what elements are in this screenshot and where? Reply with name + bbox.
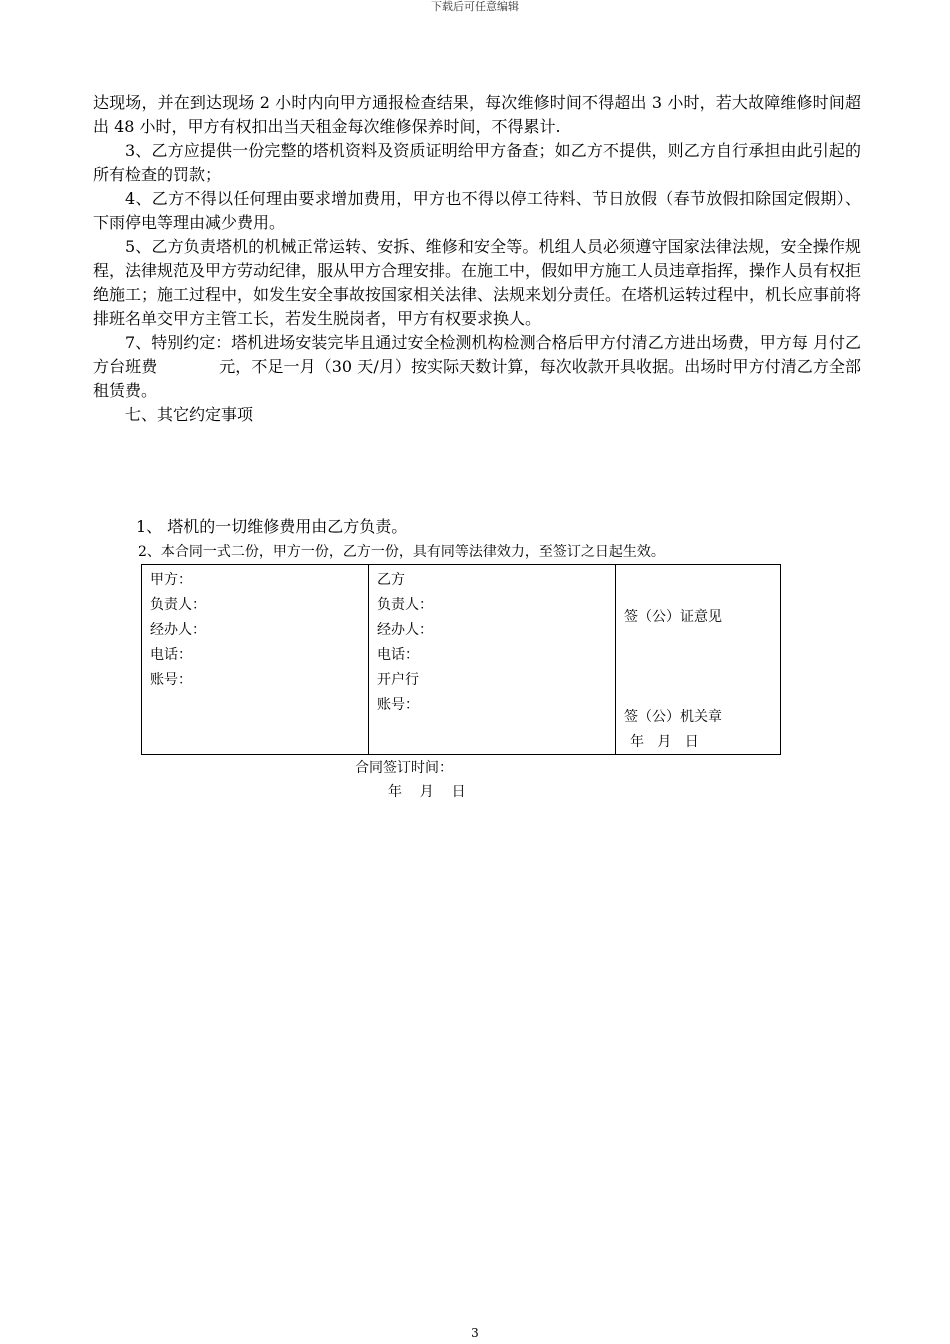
- party-a-responsible: 负责人：: [150, 597, 206, 613]
- party-a-account: 账号：: [150, 672, 192, 688]
- header-note: 下载后可任意编辑: [431, 0, 519, 13]
- party-b-responsible: 负责人：: [377, 597, 433, 613]
- party-a-cell: [142, 565, 369, 755]
- party-a-handler: 经办人：: [150, 622, 206, 638]
- party-b-account: 账号：: [377, 697, 419, 713]
- party-b-handler: 经办人：: [377, 622, 433, 638]
- paragraph-7: 7、特别约定：塔机进场安装完毕且通过安全检测机构检测合格后甲方付清乙方进出场费，甲方每 月付乙方台班费 元，不足一月（30 天/月）按实际天数计算，每次收款开具收据。出场时甲方付清乙方全部租赁费。: [93, 333, 861, 400]
- paragraph-3: 3、乙方应提供一份完整的塔机资料及资质证明给甲方备查；如乙方不提供，则乙方自行承担由此引起的所有检查的罚款；: [93, 141, 861, 184]
- signature-table: [141, 564, 781, 755]
- notary-opinion-label: 签（公）证意见: [624, 609, 722, 625]
- party-b-phone: 电话：: [377, 647, 419, 663]
- party-b-cell: [369, 565, 616, 755]
- paragraph-5: 5、乙方负责塔机的机械正常运转、安拆、维修和安全等。机组人员必须遵守国家法律法规，安全操作规程，法律规范及甲方劳动纪律，服从甲方合理安排。在施工中，假如甲方施工人员违章指挥，操作人员有权拒绝施工；施工过程中，如发生安全事故按国家相关法律、法规来划分责任。在塔机运转过程中，机长应事前将排班名单交甲方主管工长，若发生脱岗者，甲方有权要求换人。: [93, 237, 862, 328]
- party-a-title: 甲方：: [150, 572, 192, 588]
- contract-sign-time-label: 合同签订时间：: [355, 760, 453, 776]
- notary-seal-label: 签（公）机关章: [624, 709, 722, 725]
- term-item-2: 2、本合同一式二份，甲方一份，乙方一份，具有同等法律效力，至签订之日起生效。: [138, 544, 665, 560]
- paragraph-continuation: 达现场，并在到达现场 2 小时内向甲方通报检查结果，每次维修时间不得超出 3 小时，若大故障维修时间超出 48 小时，甲方有权扣出当天租金每次维修保养时间，不得累计.: [93, 93, 861, 136]
- paragraph-4: 4、乙方不得以任何理由要求增加费用，甲方也不得以停工待料、节日放假（春节放假扣除国定假期）、下雨停电等理由减少费用。: [93, 189, 861, 232]
- party-b-bank: 开户行: [377, 672, 419, 688]
- party-b-title: 乙方: [377, 572, 405, 588]
- section-heading-other-terms: 七、其它约定事项: [125, 405, 254, 424]
- contract-body: [93, 91, 861, 427]
- contract-sign-date: 年 月 日: [388, 784, 466, 800]
- notary-date: 年 月 日: [630, 734, 699, 750]
- party-a-phone: 电话：: [150, 647, 192, 663]
- notary-cell: [616, 565, 781, 755]
- term-item-1: 1、 塔机的一切维修费用由乙方负责。: [136, 517, 408, 536]
- page-number: 3: [471, 1326, 479, 1340]
